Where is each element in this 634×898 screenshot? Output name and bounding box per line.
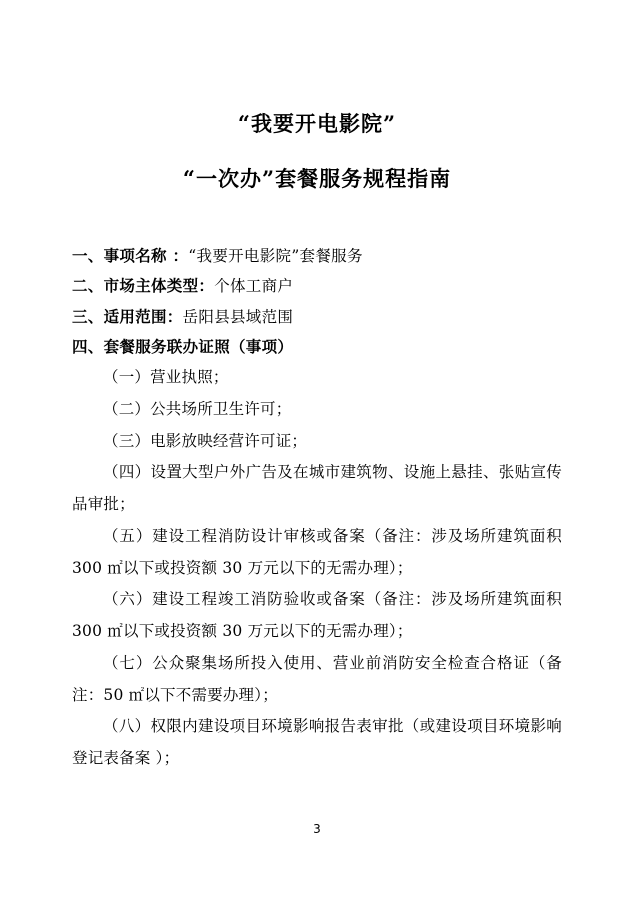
section-heading-2-label: 二、市场主体类型： xyxy=(72,276,215,296)
section-heading-4-label: 四、套餐服务联办证照（事项） xyxy=(72,336,294,356)
section-heading-3 xyxy=(72,302,562,332)
list-item: （八）权限内建设项目环境影响报告表审批（或建设项目环境影响登记表备案 ）； xyxy=(72,717,562,768)
list-item: （三）电影放映经营许可证； xyxy=(103,431,308,450)
section-heading-3-value: 岳阳县县域范围 xyxy=(182,307,294,326)
section-heading-1-label: 一、事项名称 ： xyxy=(72,246,189,266)
section-heading-2-value: 个体工商户 xyxy=(214,277,294,296)
document-body xyxy=(72,241,562,775)
list-item: （四）设置大型户外广告及在城市建筑物、设施上悬挂、张贴宣传品审批； xyxy=(72,463,562,514)
section-heading-1 xyxy=(72,241,562,271)
list-item: （二）公共场所卫生许可； xyxy=(103,399,292,418)
section-heading-1-value: “我要开电影院”套餐服务 xyxy=(188,247,363,266)
list-item: （六）建设工程竣工消防验收或备案（备注：涉及场所建筑面积 300 ㎡以下或投资额 30 万元以下的无需办理）； xyxy=(72,590,562,641)
list-item: （五）建设工程消防设计审核或备案（备注：涉及场所建筑面积 300 ㎡以下或投资额 30 万元以下的无需办理）； xyxy=(72,526,562,577)
section-heading-2 xyxy=(72,271,562,301)
document-title-line-1: “我要开电影院” xyxy=(237,111,397,136)
document-title-line-2: “一次办”套餐服务规程指南 xyxy=(182,165,452,191)
list-item: （七）公众聚集场所投入使用、营业前消防安全检查合格证（备注：50 ㎡以下不需要办理）； xyxy=(72,653,562,704)
section-heading-3-label: 三、适用范围： xyxy=(72,306,183,326)
document-title-block xyxy=(72,108,562,195)
section-heading-4 xyxy=(72,332,562,362)
page-number: 3 xyxy=(313,822,321,836)
list-item: （一）营业执照； xyxy=(103,367,229,386)
